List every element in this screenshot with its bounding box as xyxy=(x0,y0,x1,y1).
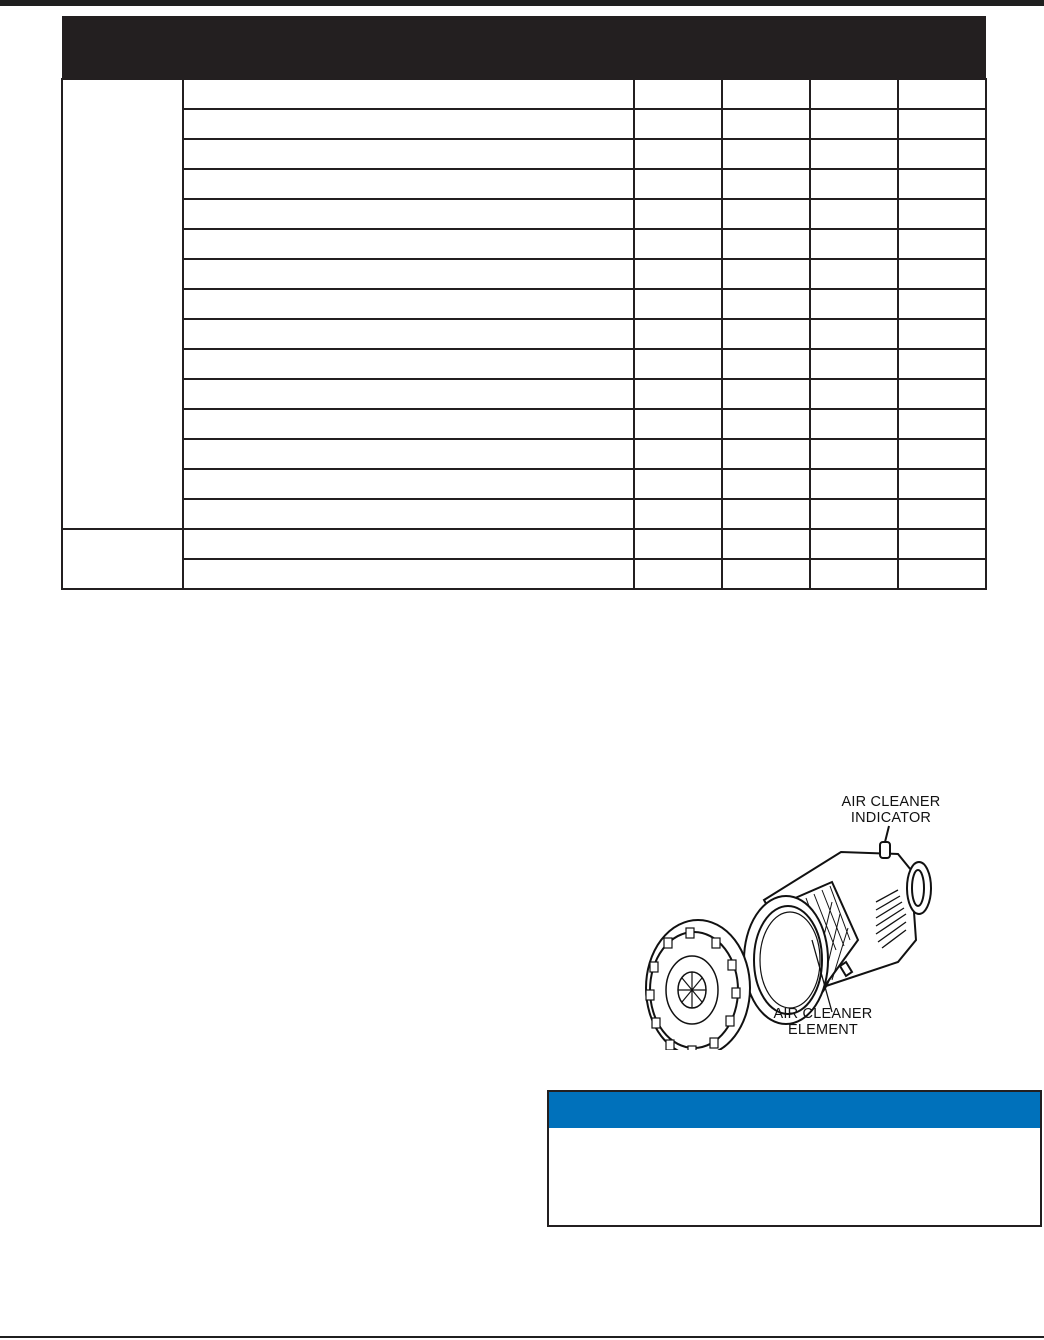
interval-cell xyxy=(722,439,810,469)
air-cleaner-figure xyxy=(636,790,941,1050)
interval-cell xyxy=(634,439,722,469)
table-row xyxy=(62,469,986,499)
interval-cell xyxy=(634,169,722,199)
interval-cell xyxy=(898,559,986,589)
interval-cell xyxy=(898,409,986,439)
interval-cell xyxy=(898,79,986,109)
interval-cell xyxy=(634,529,722,559)
interval-cell xyxy=(634,349,722,379)
table-row xyxy=(62,79,986,109)
item-cell xyxy=(183,439,634,469)
item-cell xyxy=(183,139,634,169)
interval-cell xyxy=(810,499,898,529)
element-label-line1: AIR CLEANER xyxy=(773,1006,873,1022)
item-cell xyxy=(183,289,634,319)
table-row xyxy=(62,349,986,379)
group-cell xyxy=(62,79,183,529)
item-cell xyxy=(183,469,634,499)
interval-cell xyxy=(810,79,898,109)
header-cell xyxy=(898,16,986,79)
element-label-line2: ELEMENT xyxy=(788,1022,858,1038)
interval-cell xyxy=(898,289,986,319)
interval-cell xyxy=(898,349,986,379)
interval-cell xyxy=(722,229,810,259)
group-cell xyxy=(62,529,183,589)
interval-cell xyxy=(898,169,986,199)
interval-cell xyxy=(810,469,898,499)
interval-cell xyxy=(722,379,810,409)
interval-cell xyxy=(810,439,898,469)
item-cell xyxy=(183,559,634,589)
table-row xyxy=(62,229,986,259)
interval-cell xyxy=(810,169,898,199)
table-row xyxy=(62,289,986,319)
interval-cell xyxy=(810,409,898,439)
item-cell xyxy=(183,79,634,109)
interval-cell xyxy=(634,499,722,529)
interval-cell xyxy=(722,529,810,559)
interval-cell xyxy=(634,289,722,319)
interval-cell xyxy=(722,259,810,289)
item-cell xyxy=(183,259,634,289)
interval-cell xyxy=(898,139,986,169)
interval-cell xyxy=(634,409,722,439)
interval-cell xyxy=(898,529,986,559)
interval-cell xyxy=(722,109,810,139)
interval-cell xyxy=(898,109,986,139)
item-cell xyxy=(183,229,634,259)
indicator-label-line1: AIR CLEANER xyxy=(841,794,941,810)
item-cell xyxy=(183,529,634,559)
table-row xyxy=(62,379,986,409)
interval-cell xyxy=(722,409,810,439)
indicator-label-line2: INDICATOR xyxy=(850,810,932,826)
table-row xyxy=(62,529,986,559)
header-cell xyxy=(810,16,898,79)
item-cell xyxy=(183,409,634,439)
interval-cell xyxy=(898,499,986,529)
interval-cell xyxy=(898,259,986,289)
interval-cell xyxy=(722,289,810,319)
item-cell xyxy=(183,169,634,199)
interval-cell xyxy=(722,349,810,379)
interval-cell xyxy=(810,559,898,589)
header-cell xyxy=(183,16,634,79)
interval-cell xyxy=(722,79,810,109)
interval-cell xyxy=(898,469,986,499)
interval-cell xyxy=(898,439,986,469)
table-header-row xyxy=(62,16,986,79)
bottom-rule xyxy=(0,1336,1044,1338)
interval-cell xyxy=(898,199,986,229)
interval-cell xyxy=(810,379,898,409)
header-cell xyxy=(722,16,810,79)
interval-cell xyxy=(810,139,898,169)
interval-cell xyxy=(722,199,810,229)
notice-header-bar xyxy=(549,1092,1040,1128)
table-row xyxy=(62,439,986,469)
table-row xyxy=(62,199,986,229)
interval-cell xyxy=(810,349,898,379)
item-cell xyxy=(183,109,634,139)
table-row xyxy=(62,109,986,139)
interval-cell xyxy=(722,469,810,499)
interval-cell xyxy=(634,139,722,169)
interval-cell xyxy=(722,139,810,169)
interval-cell xyxy=(634,109,722,139)
table-row xyxy=(62,319,986,349)
interval-cell xyxy=(810,229,898,259)
interval-cell xyxy=(898,229,986,259)
notice-box xyxy=(547,1090,1042,1227)
header-cell xyxy=(634,16,722,79)
interval-cell xyxy=(810,199,898,229)
interval-cell xyxy=(722,319,810,349)
table-row xyxy=(62,559,986,589)
interval-cell xyxy=(810,289,898,319)
interval-cell xyxy=(634,319,722,349)
interval-cell xyxy=(634,259,722,289)
interval-cell xyxy=(810,109,898,139)
interval-cell xyxy=(634,559,722,589)
table-row xyxy=(62,139,986,169)
header-cell xyxy=(62,16,183,79)
table-row xyxy=(62,409,986,439)
item-cell xyxy=(183,199,634,229)
interval-cell xyxy=(722,559,810,589)
interval-cell xyxy=(810,529,898,559)
item-cell xyxy=(183,379,634,409)
table-row xyxy=(62,499,986,529)
interval-cell xyxy=(810,319,898,349)
interval-cell xyxy=(722,499,810,529)
interval-cell xyxy=(810,259,898,289)
item-cell xyxy=(183,349,634,379)
item-cell xyxy=(183,499,634,529)
interval-cell xyxy=(634,79,722,109)
interval-cell xyxy=(634,469,722,499)
interval-cell xyxy=(634,229,722,259)
interval-cell xyxy=(898,319,986,349)
top-rule xyxy=(0,0,1044,6)
table-row xyxy=(62,259,986,289)
interval-cell xyxy=(898,379,986,409)
interval-cell xyxy=(722,169,810,199)
item-cell xyxy=(183,319,634,349)
table-row xyxy=(62,169,986,199)
interval-cell xyxy=(634,199,722,229)
element-label xyxy=(758,1006,888,1038)
interval-cell xyxy=(634,379,722,409)
maintenance-schedule-table xyxy=(61,16,987,590)
indicator-label xyxy=(826,794,956,826)
